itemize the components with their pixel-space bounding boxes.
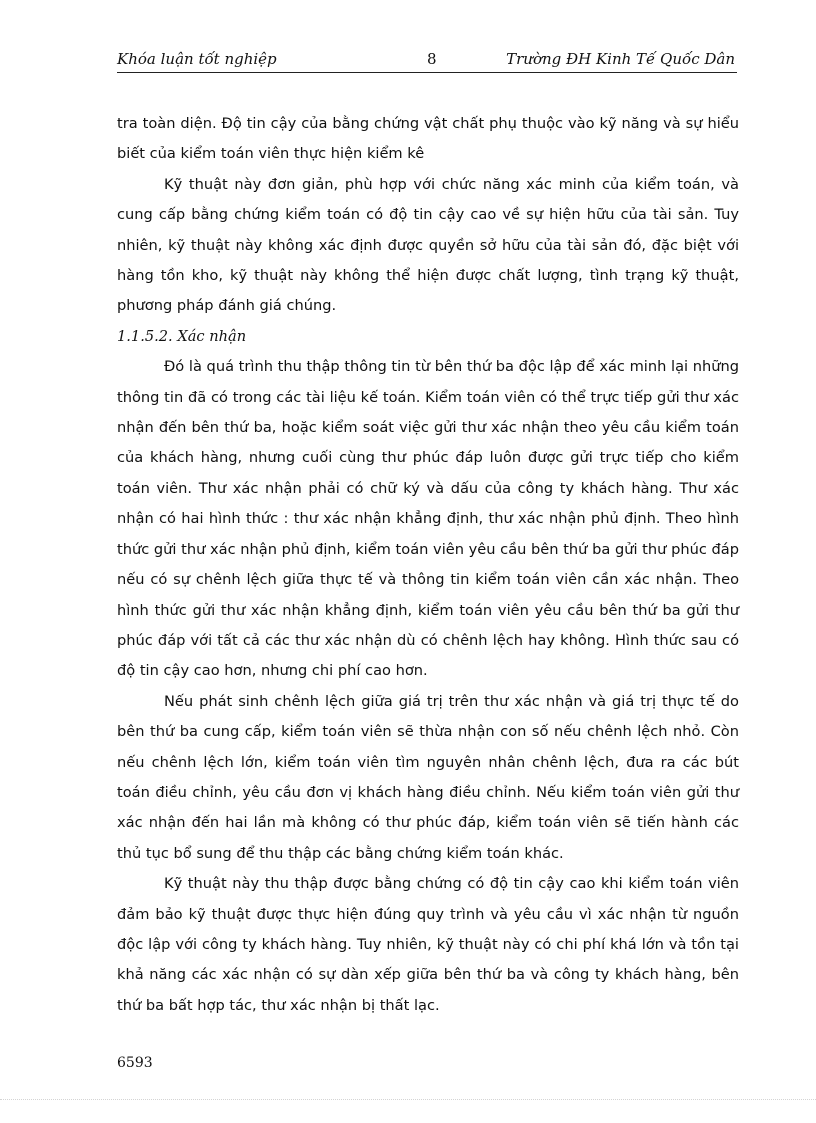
- page-header: [117, 48, 737, 73]
- footer-code: 6593: [117, 1055, 153, 1071]
- section-heading-xac-nhan: 1.1.5.2. Xác nhận: [117, 327, 247, 345]
- paragraph-discrepancy-handling: Nếu phát sinh chênh lệch giữa giá trị trên thư xác nhận và giá trị thực tế do bên thứ ba cung cấp, kiểm toán viên sẽ thừa nhận con số nếu chênh lệch nhỏ. Còn nếu chênh lệch lớn, kiểm toán viên tìm nguyên nhân chênh lệch, đưa ra các bút toán điều chỉnh, yêu cầu đơn vị khách hàng điều chỉnh. Nếu kiểm toán viên gửi thư xác nhận đến hai lần mà không có thư phúc đáp, kiểm toán viên sẽ tiến hành các thủ tục bổ sung để thu thập các bằng chứng kiểm toán khác.: [117, 692, 739, 862]
- paragraph-confirmation-definition: Đó là quá trình thu thập thông tin từ bên thứ ba độc lập để xác minh lại những thông tin đã có trong các tài liệu kế toán. Kiểm toán viên có thể trực tiếp gửi thư xác nhận đến bên thứ ba, hoặc kiểm soát việc gửi thư xác nhận theo yêu cầu kiểm toán của khách hàng, nhưng cuối cùng thư phúc đáp luôn được gửi trực tiếp cho kiểm toán viên. Thư xác nhận phải có chữ ký và dấu của công ty khách hàng. Thư xác nhận có hai hình thức : thư xác nhận khẳng định, thư xác nhận phủ định. Theo hình thức gửi thư xác nhận phủ định, kiểm toán viên yêu cầu bên thứ ba gửi thư phúc đáp nếu có sự chênh lệch giữa thực tế và thông tin kiểm toán viên cần xác nhận. Theo hình thức gửi thư xác nhận khẳng định, kiểm toán viên yêu cầu bên thứ ba gửi thư phúc đáp với tất cả các thư xác nhận dù có chênh lệch hay không. Hình thức sau có độ tin cậy cao hơn, nhưng chi phí cao hơn.: [117, 358, 739, 680]
- paragraph-continuation: tra toàn diện. Độ tin cậy của bằng chứng vật chất phụ thuộc vào kỹ năng và sự hiểu biết của kiểm toán viên thực hiện kiểm kê: [117, 115, 739, 163]
- header-thesis-title: Khóa luận tốt nghiệp: [117, 50, 277, 68]
- paragraph-confirmation-evaluation: Kỹ thuật này thu thập được bằng chứng có độ tin cậy cao khi kiểm toán viên đảm bảo kỹ thuật được thực hiện đúng quy trình và yêu cầu vì xác nhận từ nguồn độc lập với công ty khách hàng. Tuy nhiên, kỹ thuật này có chi phí khá lớn và tồn tại khả năng các xác nhận có sự dàn xếp giữa bên thứ ba và công ty khách hàng, bên thứ ba bất hợp tác, thư xác nhận bị thất lạc.: [117, 875, 739, 1014]
- header-page-number: 8: [427, 50, 437, 68]
- header-university: Trường ĐH Kinh Tế Quốc Dân: [506, 50, 735, 68]
- page-body: [117, 109, 739, 1021]
- footer-divider: [0, 1099, 816, 1100]
- paragraph-technique-evaluation: Kỹ thuật này đơn giản, phù hợp với chức năng xác minh của kiểm toán, và cung cấp bằng chứng kiểm toán có độ tin cậy cao về sự hiện hữu của tài sản. Tuy nhiên, kỹ thuật này không xác định được quyền sở hữu của tài sản đó, đặc biệt với hàng tồn kho, kỹ thuật này không thể hiện được chất lượng, tình trạng kỹ thuật, phương pháp đánh giá chúng.: [117, 175, 739, 315]
